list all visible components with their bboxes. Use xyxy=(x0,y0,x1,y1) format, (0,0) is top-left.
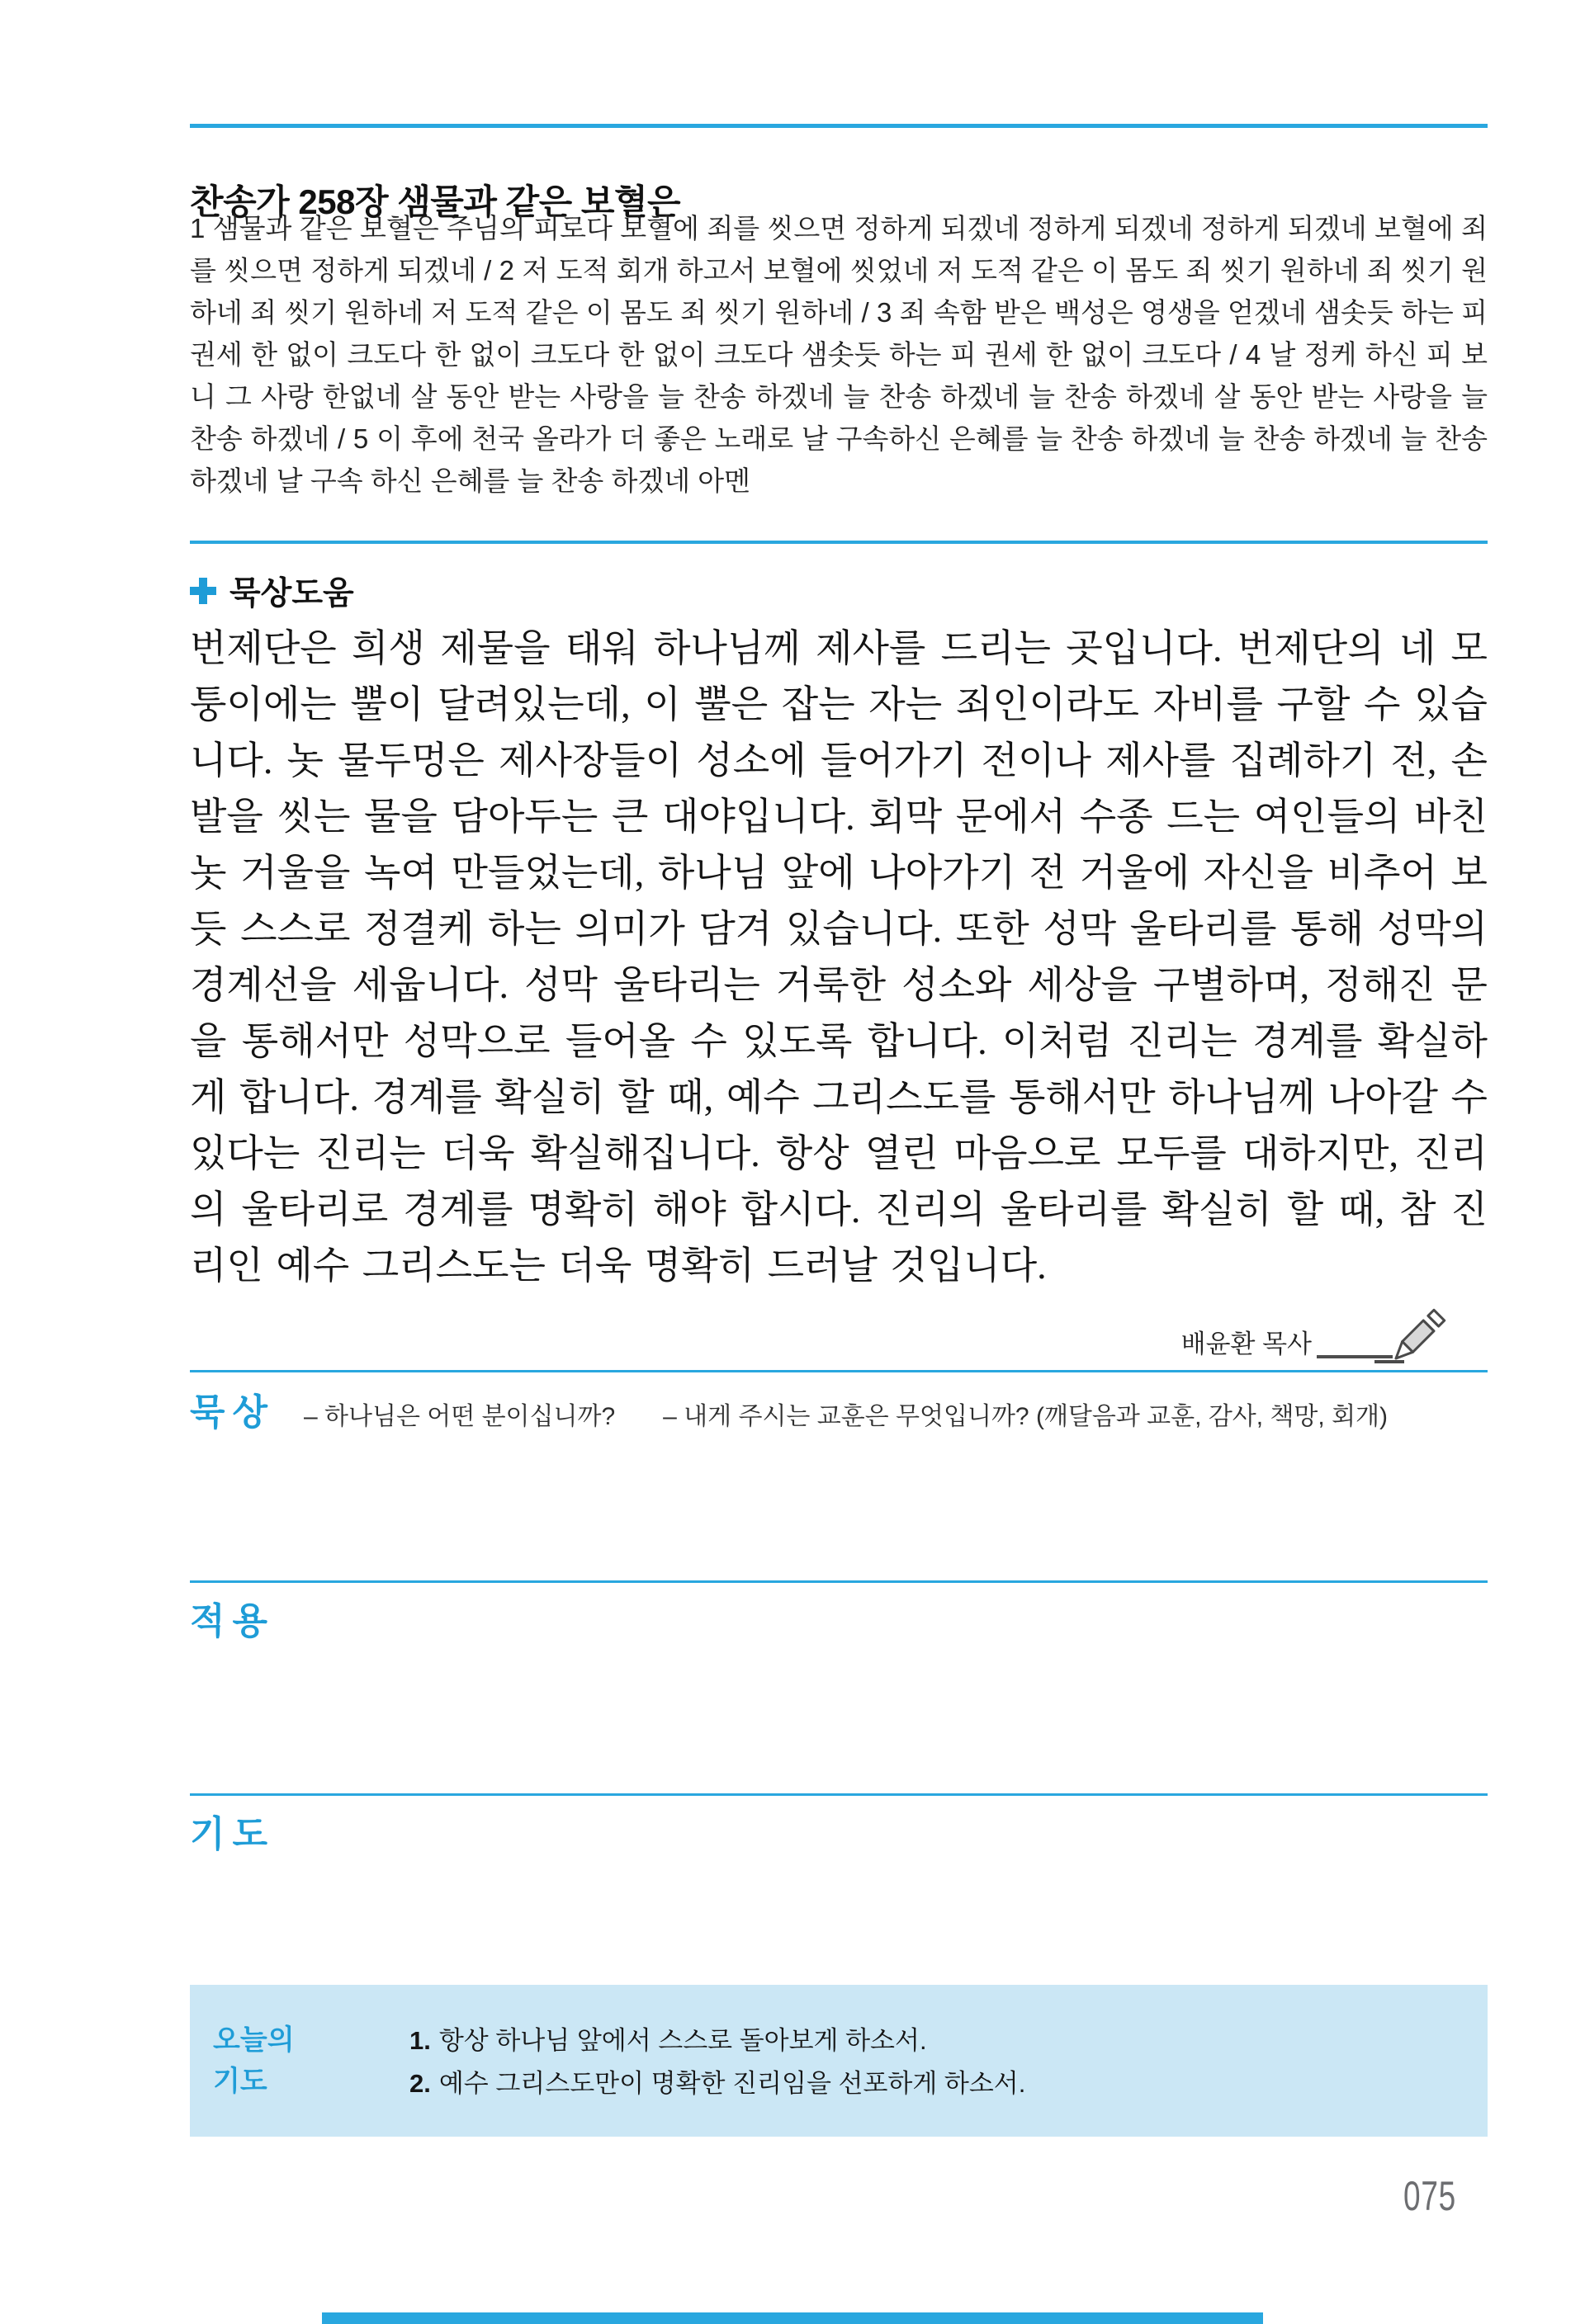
meditation-questions xyxy=(304,1396,1388,1432)
todays-prayer-label-line2: 기도 xyxy=(213,2066,267,2097)
top-divider xyxy=(190,124,1488,128)
plus-icon xyxy=(190,578,216,604)
meditation-question-1: – 하나님은 어떤 분이십니까? xyxy=(304,1403,616,1430)
todays-prayer-box xyxy=(190,1985,1488,2137)
prayer-divider xyxy=(190,1793,1488,1796)
hymn-title: 찬송가 258장 샘물과 같은 보혈은 xyxy=(190,182,681,222)
hymn-lyrics: 1 샘물과 같은 보혈은 주님의 피로다 보혈에 죄를 씻으면 정하게 되겠네 정하게 되겠네 정하게 되겠네 보혈에 죄를 씻으면 정하게 되겠네 / 2 저 도적 회개 하고서 보혈에 씻었네 저 도적 같은 이 몸도 죄 씻기 원하네 죄 씻기 원하네 죄 씻기 원하네 저 도적 같은 이 몸도 죄 씻기 원하네 / 3 죄 속함 받은 백성은 영생을 얻겠네 샘솟듯 하는 피 권세 한 없이 크도다 한 없이 크도다 한 없이 크도다 샘솟듯 하는 피 권세 한 없이 크도다 / 4 날 정케 하신 피 보니 그 사랑 한없네 살 동안 받는 사랑을 늘 찬송 하겠네 늘 찬송 하겠네 늘 찬송 하겠네 살 동안 받는 사랑을 늘 찬송 하겠네 / 5 이 후에 천국 올라가 더 좋은 노래로 날 구속하신 은혜를 늘 찬송 하겠네 늘 찬송 하겠네 늘 찬송 하겠네 날 구속 하신 은혜를 늘 찬송 하겠네 아멘 xyxy=(190,213,1488,496)
todays-prayer-label xyxy=(213,2019,353,2102)
page-number: 075 xyxy=(1403,2173,1456,2219)
meditation-divider xyxy=(190,1370,1488,1372)
meditation-label: 묵상 xyxy=(190,1392,276,1433)
author-name: 배윤환 목사 xyxy=(1180,1330,1312,1358)
prayer-item xyxy=(409,2062,1025,2105)
meditation-help-divider xyxy=(190,541,1488,544)
application-label: 적용 xyxy=(190,1601,276,1641)
prayer-item xyxy=(409,2019,1025,2062)
prayer-item-text: 항상 하나님 앞에서 스스로 돌아보게 하소서. xyxy=(438,2026,927,2055)
meditation-help-header xyxy=(190,568,354,614)
prayer-item-text: 예수 그리스도만이 명확한 진리임을 선포하게 하소서. xyxy=(438,2069,1026,2098)
author-row xyxy=(1181,1297,1450,1367)
todays-prayer-label-line1: 오늘의 xyxy=(213,2024,295,2056)
pencil-icon xyxy=(1371,1297,1450,1367)
meditation-question-2: – 내게 주시는 교훈은 무엇입니까? (깨달음과 교훈, 감사, 책망, 회개) xyxy=(663,1403,1389,1430)
meditation-help-body: 번제단은 희생 제물을 태워 하나님께 제사를 드리는 곳입니다. 번제단의 네 모퉁이에는 뿔이 달려있는데, 이 뿔은 잡는 자는 죄인이라도 자비를 구할 수 있습니다. 놋 물두멍은 제사장들이 성소에 들어가기 전이나 제사를 집례하기 전, 손발을 씻는 물을 담아두는 큰 대야입니다. 회막 문에서 수종 드는 여인들의 바친 놋 거울을 녹여 만들었는데, 하나님 앞에 나아가기 전 거울에 자신을 비추어 보듯 스스로 정결케 하는 의미가 담겨 있습니다. 또한 성막 울타리를 통해 성막의 경계선을 세웁니다. 성막 울타리는 거룩한 성소와 세상을 구별하며, 정해진 문을 통해서만 성막으로 들어올 수 있도록 합니다. 이처럼 진리는 경계를 확실하게 합니다. 경계를 확실히 할 때, 예수 그리스도를 통해서만 하나님께 나아갈 수 있다는 진리는 더욱 확실해집니다. 항상 열린 마음으로 모두를 대하지만, 진리의 울타리로 경계를 명확히 해야 합시다. 진리의 울타리를 확실히 할 때, 참 진리인 예수 그리스도는 더욱 명확히 드러날 것입니다. xyxy=(190,627,1488,1287)
prayer-items xyxy=(409,2019,1025,2105)
bottom-edge-bar xyxy=(322,2312,1263,2324)
prayer-item-number: 1. xyxy=(409,2026,431,2055)
application-divider xyxy=(190,1580,1488,1583)
meditation-help-label: 묵상도움 xyxy=(229,576,354,612)
prayer-label: 기도 xyxy=(190,1814,276,1854)
prayer-item-number: 2. xyxy=(409,2069,431,2098)
